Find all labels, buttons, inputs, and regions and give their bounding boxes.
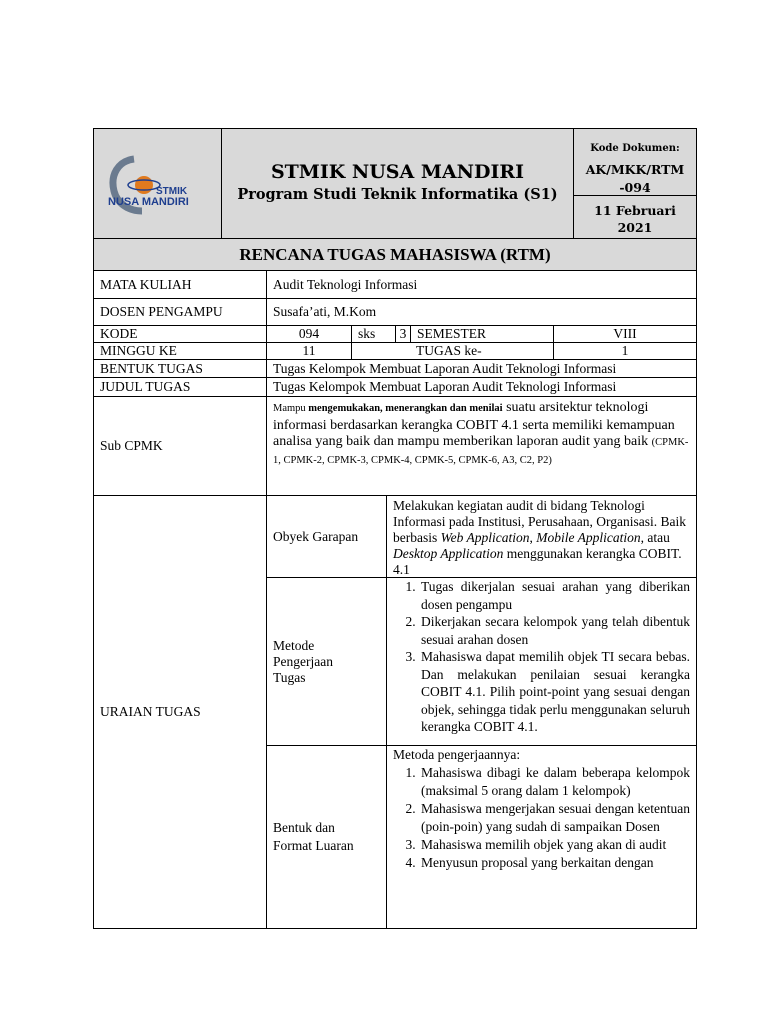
doc-date-cell [573, 195, 697, 239]
sub-cpmk-text: suatu arsitektur teknologi informasi berdasarkan kerangka COBIT 4.1 serta memiliki kemampuan analisa yang baik dan mampu memberikan laporan audit yang baik [273, 400, 675, 449]
label-metode-pengerjaan: Metode Pengerjaan Tugas [266, 577, 387, 746]
doc-code-label: Kode Dokumen: [590, 143, 680, 154]
list-item: 2. Dikerjakan secara kelompok yang telah dibentuk sesuai arahan dosen [419, 613, 690, 648]
list-item: 3. Mahasiswa memilih objek yang akan di audit [419, 836, 690, 854]
label-uraian-tugas: URAIAN TUGAS [93, 495, 267, 929]
label-semester: SEMESTER [410, 325, 554, 343]
value-sks: 3 [395, 325, 411, 343]
value-kode: 094 [266, 325, 352, 343]
logo-cell [93, 128, 222, 239]
program-name: Program Studi Teknik Informatika (S1) [237, 186, 558, 203]
value-dosen: Susafa’ati, M.Kom [266, 298, 697, 326]
list-item: 4. Menyusun proposal yang berkaitan dengan [419, 854, 690, 872]
value-bentuk-format [386, 745, 697, 929]
logo-text-nusa-mandiri: NUSA MANDIRI [108, 196, 189, 208]
list-item: 1. Tugas dikerjalan sesuai arahan yang diberikan dosen pengampu [419, 578, 690, 613]
value-bentuk-tugas: Tugas Kelompok Membuat Laporan Audit Teknologi Informasi [266, 359, 697, 378]
label-bentuk-format: Bentuk dan Format Luaran [266, 745, 387, 929]
list-item: 3. Mahasiswa dapat memilih objek TI secara bebas. Dan melakukan penilaian sesuai kerangka COBIT 4.1. Pilih point-point yang sesuai dengan objek, sehingga tidak perlu menggunakan seluruh kerangka COBIT 4.1. [419, 648, 690, 736]
value-sub-cpmk [266, 396, 697, 496]
label-sks: sks [351, 325, 396, 343]
label-minggu: MINGGU KE [93, 342, 267, 360]
value-metode-pengerjaan [386, 577, 697, 746]
value-judul-tugas: Tugas Kelompok Membuat Laporan Audit Teknologi Informasi [266, 377, 697, 397]
document-title: RENCANA TUGAS MAHASISWA (RTM) [239, 244, 551, 264]
document-title-cell [93, 238, 697, 271]
label-bentuk-tugas: BENTUK TUGAS [93, 359, 267, 378]
label-tugas-ke: TUGAS ke- [351, 342, 554, 360]
bentuk-intro: Metoda pengerjaannya: [393, 747, 521, 762]
bentuk-list [393, 764, 690, 872]
label-obyek-garapan: Obyek Garapan [266, 495, 387, 578]
list-item: 1. Mahasiswa dibagi ke dalam beberapa kelompok (maksimal 5 orang dalam 1 kelompok) [419, 764, 690, 800]
list-item: 2. Mahasiswa mengerjakan sesuai dengan ketentuan (poin-poin) yang sudah di sampaikan Dosen [419, 800, 690, 836]
institution-cell [221, 128, 574, 239]
label-sub-cpmk: Sub CPMK [93, 396, 267, 496]
sub-cpmk-lead: Mampu [273, 403, 309, 414]
label-mata-kuliah: MATA KULIAH [93, 270, 267, 299]
value-tugas-ke: 1 [553, 342, 697, 360]
value-semester: VIII [553, 325, 697, 343]
doc-code-cell [573, 128, 697, 196]
doc-date: 11 Februari 2021 [594, 203, 676, 235]
value-minggu: 11 [266, 342, 352, 360]
value-obyek-garapan: Melakukan kegiatan audit di bidang Teknologi Informasi pada Institusi, Perusahaan, Organisasi. Baik berbasis Web Application, Mobile Application, atau Desktop Application menggunakan kerangka COBIT. 4.1 [386, 495, 697, 578]
metode-list [393, 578, 690, 736]
label-judul-tugas: JUDUL TUGAS [93, 377, 267, 397]
sub-cpmk-codes: (CPMK-1, CPMK-2, CPMK-3, CPMK-4, CPMK-5, CPMK-6, A3, C2, P2) [273, 437, 689, 466]
institution-name: STMIK NUSA MANDIRI [270, 161, 525, 183]
value-mata-kuliah: Audit Teknologi Informasi [266, 270, 697, 299]
doc-code-value: AK/MKK/RTM-094 [585, 162, 685, 195]
sub-cpmk-keywords: mengemukakan, menerangkan dan menilai [308, 403, 503, 414]
label-kode: KODE [93, 325, 267, 343]
logo-text-stmik: STMIK [156, 186, 188, 197]
label-dosen: DOSEN PENGAMPU [93, 298, 267, 326]
